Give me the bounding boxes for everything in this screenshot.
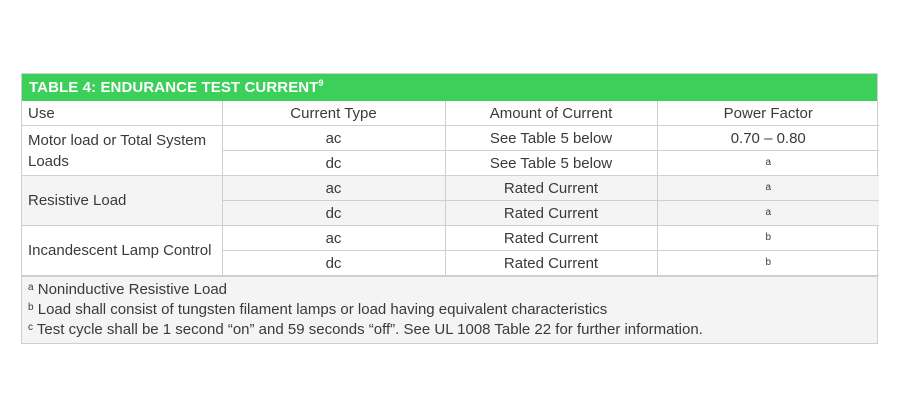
amount-cell: Rated Current [445, 226, 657, 251]
header-current-type: Current Type [222, 101, 445, 126]
current-type-cell: dc [222, 201, 445, 226]
note-mark: a [28, 282, 34, 293]
table-row [22, 176, 879, 201]
header-row [22, 101, 879, 126]
current-type-cell: ac [222, 176, 445, 201]
footnote-ref: b [765, 256, 772, 268]
note-mark: c [28, 322, 33, 333]
current-type-cell: ac [222, 226, 445, 251]
amount-cell: Rated Current [445, 176, 657, 201]
power-factor-cell [657, 251, 879, 276]
amount-cell: See Table 5 below [445, 151, 657, 176]
footnote-ref: a [765, 156, 772, 168]
use-cell-incandescent-lamp: Incandescent Lamp Control [22, 226, 222, 276]
note-text: Test cycle shall be 1 second “on” and 59 seconds “off”. See UL 1008 Table 22 for further information. [36, 321, 703, 338]
table-notes [22, 276, 877, 343]
power-factor-cell [657, 176, 879, 201]
current-type-cell: ac [222, 126, 445, 151]
amount-cell: Rated Current [445, 201, 657, 226]
note-text: Noninductive Resistive Load [37, 281, 228, 298]
note-item [28, 320, 871, 340]
amount-cell: See Table 5 below [445, 126, 657, 151]
table-title-superscript: 9 [318, 78, 324, 88]
footnote-ref: a [765, 181, 772, 193]
use-cell-resistive-load: Resistive Load [22, 176, 222, 226]
table-row [22, 126, 879, 151]
header-power-factor: Power Factor [657, 101, 879, 126]
current-type-cell: dc [222, 151, 445, 176]
note-mark: b [28, 302, 34, 313]
endurance-test-table [21, 73, 878, 344]
table-row [22, 226, 879, 251]
header-use: Use [22, 101, 222, 126]
current-type-cell: dc [222, 251, 445, 276]
amount-cell: Rated Current [445, 251, 657, 276]
power-factor-cell [657, 201, 879, 226]
use-cell-motor-load: Motor load or Total System Loads [22, 126, 222, 176]
power-factor-cell: 0.70 – 0.80 [657, 126, 879, 151]
table-body [22, 101, 879, 276]
table-title-text: TABLE 4: ENDURANCE TEST CURRENT [29, 79, 319, 96]
header-amount: Amount of Current [445, 101, 657, 126]
note-item [28, 280, 871, 300]
footnote-ref: b [765, 231, 772, 243]
power-factor-cell [657, 151, 879, 176]
power-factor-cell [657, 226, 879, 251]
note-item [28, 300, 871, 320]
table-title [22, 74, 877, 101]
footnote-ref: a [765, 206, 772, 218]
note-text: Load shall consist of tungsten filament lamps or load having equivalent characteristics [37, 301, 608, 318]
